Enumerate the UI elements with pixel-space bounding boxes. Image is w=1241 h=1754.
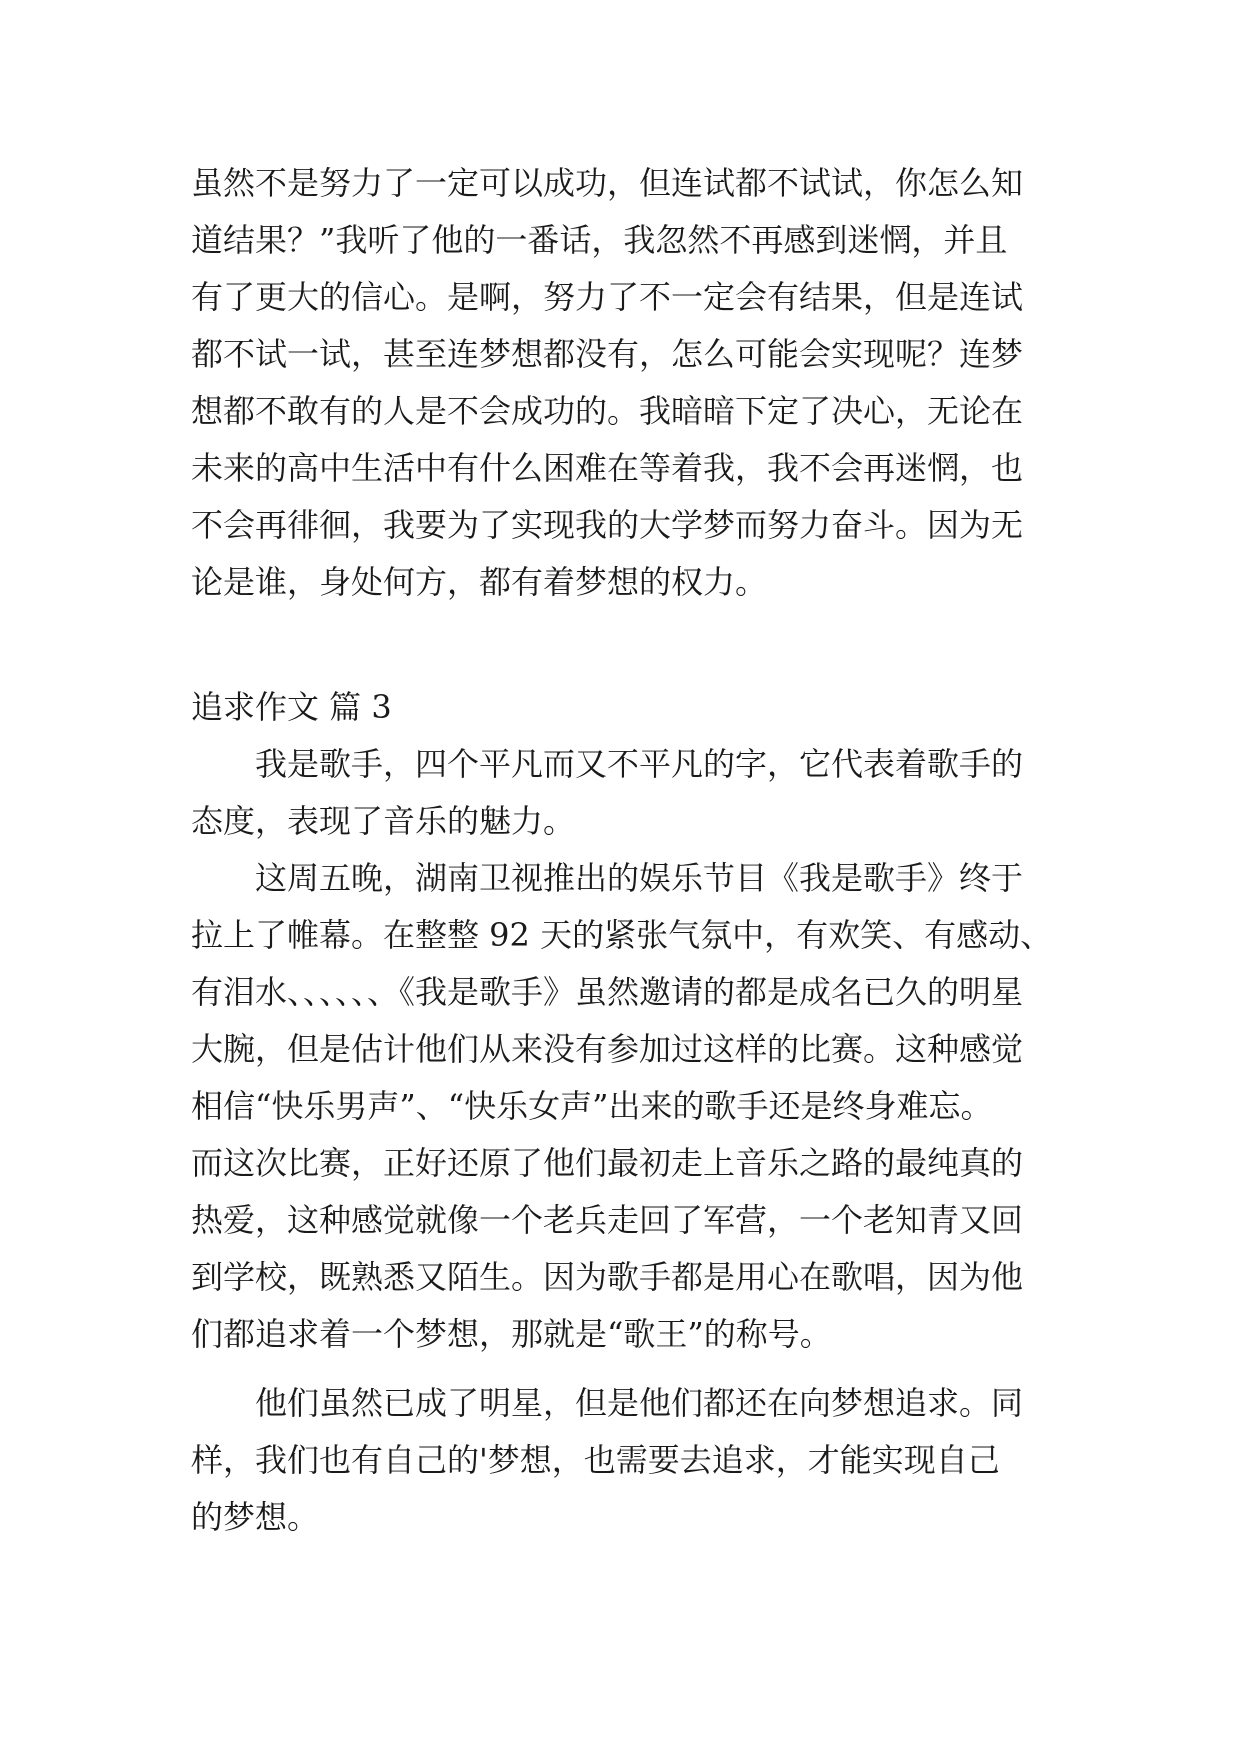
section-heading: 追求作文 篇 3 [191, 688, 392, 726]
text-line: 我是歌手，四个平凡而又不平凡的字，它代表着歌手的 [255, 745, 1024, 783]
text-line: 大腕，但是估计他们从来没有参加过这样的比赛。这种感觉 [191, 1030, 1024, 1068]
text-line: 想都不敢有的人是不会成功的。我暗暗下定了决心，无论在 [191, 392, 1024, 430]
text-line: 们都追求着一个梦想，那就是“歌王”的称号。 [191, 1315, 832, 1353]
text-line: 态度，表现了音乐的魅力。 [191, 802, 576, 840]
text-line: 到学校，既熟悉又陌生。因为歌手都是用心在歌唱，因为他 [191, 1258, 1024, 1296]
text-line: 的梦想。 [191, 1498, 320, 1536]
text-line: 虽然不是努力了一定可以成功，但连试都不试试，你怎么知 [191, 164, 1024, 202]
text-line: 未来的高中生活中有什么困难在等着我，我不会再迷惘，也 [191, 449, 1024, 487]
text-line: 都不试一试，甚至连梦想都没有，怎么可能会实现呢？连梦 [191, 335, 1024, 373]
text-line: 相信“快乐男声”、“快乐女声”出来的歌手还是终身难忘。 [191, 1087, 993, 1125]
text-line: 热爱，这种感觉就像一个老兵走回了军营，一个老知青又回 [191, 1201, 1024, 1239]
text-line: 拉上了帷幕。在整整 92 天的紧张气氛中，有欢笑、有感动、 [191, 916, 1053, 954]
text-line: 他们虽然已成了明星，但是他们都还在向梦想追求。同 [255, 1384, 1024, 1422]
text-line: 不会再徘徊，我要为了实现我的大学梦而努力奋斗。因为无 [191, 506, 1024, 544]
text-line: 样，我们也有自己的'梦想，也需要去追求，才能实现自己 [191, 1441, 1000, 1479]
text-line: 这周五晚，湖南卫视推出的娱乐节目《我是歌手》终于 [255, 859, 1024, 897]
text-line: 而这次比赛，正好还原了他们最初走上音乐之路的最纯真的 [191, 1144, 1024, 1182]
text-line: 有泪水、、、、、、《我是歌手》虽然邀请的都是成名已久的明星 [191, 973, 1024, 1011]
text-line: 有了更大的信心。是啊，努力了不一定会有结果，但是连试 [191, 278, 1024, 316]
text-line: 道结果？”我听了他的一番话，我忽然不再感到迷惘，并且 [191, 221, 1008, 259]
text-line: 论是谁，身处何方，都有着梦想的权力。 [191, 563, 768, 601]
